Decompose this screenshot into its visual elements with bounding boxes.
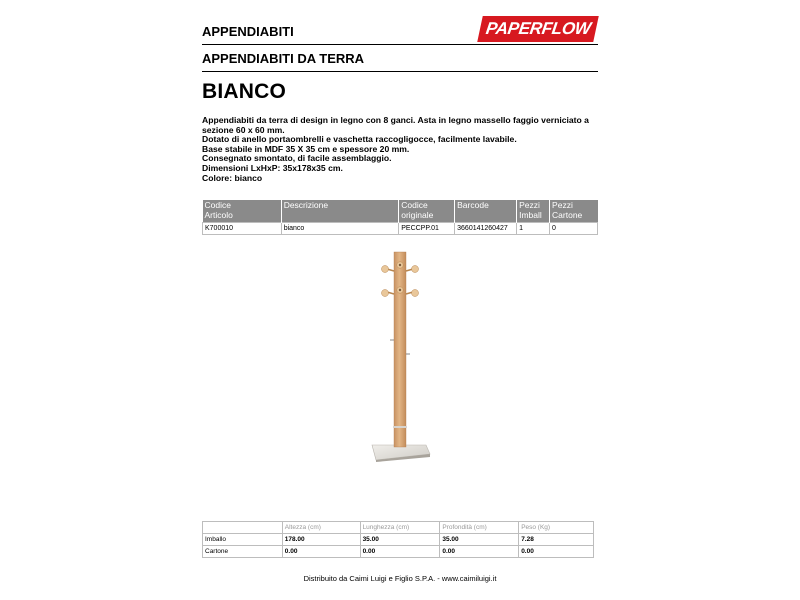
subcategory-heading: APPENDIABITI DA TERRA [202,51,365,66]
logo-text: PAPERFLOW [484,19,592,38]
header-empty [203,522,283,534]
cell-altezza: 178.00 [282,534,360,546]
cell-lunghezza: 35.00 [360,534,440,546]
header-codice-originale: Codice originale [399,200,455,223]
paperflow-logo [477,16,599,42]
cell-peso: 7.28 [519,534,594,546]
footer-distributor: Distribuito da Caimi Luigi e Figlio S.P.A. - www.caimiluigi.it [303,574,497,583]
cell-peso: 0.00 [519,546,594,558]
row-label: Cartone [203,546,283,558]
row-label: Imballo [203,534,283,546]
cell-profondita: 0.00 [440,546,519,558]
header-descrizione: Descrizione [281,200,399,223]
header-pezzi-cartone: Pezzi Cartone [550,200,598,223]
header-barcode: Barcode [455,200,517,223]
cell-codice-articolo: K700010 [203,223,282,235]
header-peso: Peso (Kg) [519,522,594,534]
dimensions-table [202,521,594,558]
description-line: Dimensioni LxHxP: 35x178x35 cm. [202,162,343,173]
product-description [202,116,602,183]
dimensions-table-header [203,522,594,534]
cell-pezzi-cartone: 0 [550,223,598,235]
description-line: sezione 60 x 60 mm. [202,124,285,135]
cell-descrizione: bianco [281,223,399,235]
header-lunghezza: Lunghezza (cm) [360,522,440,534]
coat-stand-image [360,250,440,462]
description-line: Base stabile in MDF 35 X 35 cm e spessore 20 mm. [202,143,410,154]
product-table-header [203,200,598,223]
header-pezzi-imball: Pezzi Imball [517,200,550,223]
table-row [203,223,598,235]
cell-barcode: 3660141260427 [455,223,517,235]
cell-pezzi-imball: 1 [517,223,550,235]
header-profondita: Profondità (cm) [440,522,519,534]
cell-lunghezza: 0.00 [360,546,440,558]
description-line: Consegnato smontato, di facile assemblaggio. [202,153,392,164]
description-line: Appendiabiti da terra di design in legno con 8 ganci. Asta in legno massello faggio verniciato a [202,115,589,125]
cell-codice-originale: PECCPP.01 [399,223,455,235]
product-title: BIANCO [202,80,287,103]
description-line: Dotato di anello portaombrelli e vaschetta raccogligocce, facilmente lavabile. [202,134,517,145]
divider [202,44,598,45]
product-table [202,200,598,235]
table-row [203,534,594,546]
divider [202,71,598,72]
description-line: Colore: bianco [202,172,263,183]
cell-altezza: 0.00 [282,546,360,558]
category-heading: APPENDIABITI [202,24,294,39]
header-altezza: Altezza (cm) [282,522,360,534]
table-row [203,546,594,558]
header-codice-articolo: Codice Articolo [203,200,282,223]
cell-profondita: 35.00 [440,534,519,546]
